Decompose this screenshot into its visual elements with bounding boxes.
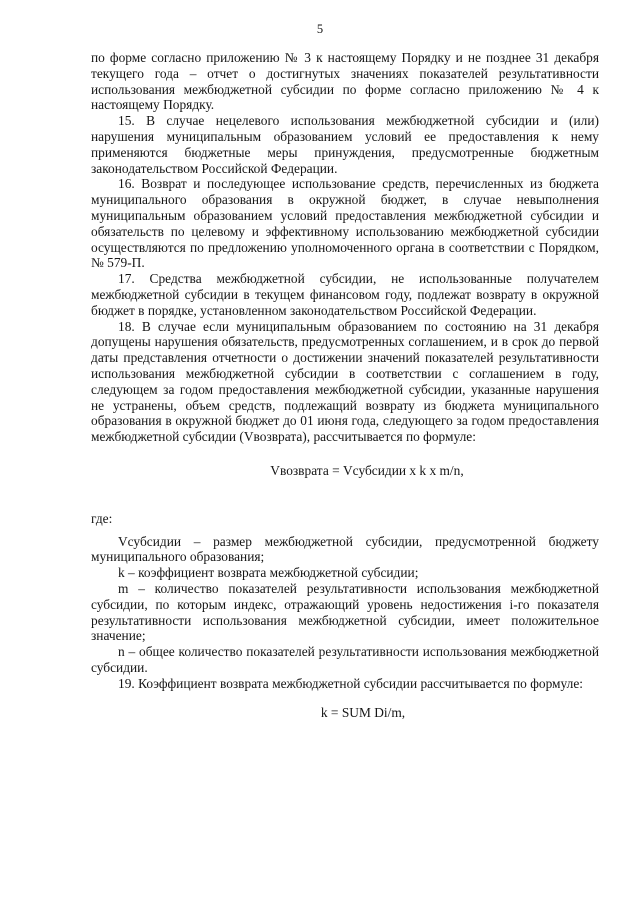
page-number: 5: [316, 22, 324, 36]
formula-return-volume: Vвозврата = Vсубсидии x k x m/n,: [270, 462, 464, 478]
definition-v-subsidy: Vсубсидии – размер межбюджетной субсидии, предусмотренной бюджету муниципального образования;: [91, 533, 599, 565]
document-body: [91, 50, 599, 721]
formula-return-coefficient: k = SUM Di/m,: [320, 705, 406, 721]
definition-m: m – количество показателей результативности использования межбюджетной субсидии, по которым индекс, отражающий уровень недостижения i-го показателя результативности использования межбюджетной субсидии, имеет положительное значение;: [91, 580, 599, 644]
paragraph-19: 19. Коэффициент возврата межбюджетной субсидии рассчитывается по формуле:: [118, 675, 583, 691]
definition-n: n – общее количество показателей результативности использования межбюджетной субсидии.: [91, 644, 599, 675]
paragraph-16: 16. Возврат и последующее использование средств, перечисленных из бюджета муниципального образования в окружной бюджет, в случае невыполнения муниципальным образованием условий предоставления межбюджетной субсидии и обязательств по целевому и эффективному использованию межбюджетной субсидии осуществляются по предложению уполномоченного органа в соответствии с Порядком, № 579-П.: [91, 176, 599, 271]
paragraph-18: 18. В случае если муниципальным образованием по состоянию на 31 декабря допущены нарушения обязательств, предусмотренных соглашением, и в срок до первой даты представления отчетности о достижении значений показателей результативности использования межбюджетной субсидии в соответствии с соглашением в году, следующем за годом предоставления межбюджетной субсидии, указанные нарушения не устранены, объем средств, подлежащий возврату из бюджета муниципального образования в окружной бюджет до 01 июня года, следующего за годом предоставления межбюджетной субсидии (Vвозврата), рассчитывается по формуле:: [91, 318, 599, 445]
paragraph-17: 17. Средства межбюджетной субсидии, не использованные получателем межбюджетной субсидии в текущем финансовом году, подлежат возврату в окружной бюджет в порядке, установленном законодательством Российской Федерации.: [91, 271, 599, 318]
paragraph-15: 15. В случае нецелевого использования межбюджетной субсидии и (или) нарушения муниципальным образованием условий ее предоставления к нему применяются бюджетные меры принуждения, предусмотренные бюджетным законодательством Российской Федерации.: [91, 113, 599, 176]
paragraph-continuation: по форме согласно приложению № 3 к настоящему Порядку и не позднее 31 декабря текущего года – отчет о достигнутых значениях показателей результативности использования межбюджетной субсидии по форме согласно приложению № 4 к настоящему Порядку.: [91, 50, 599, 113]
definition-k: k – коэффициент возврата межбюджетной субсидии;: [118, 565, 419, 581]
where-label: где:: [91, 510, 113, 526]
